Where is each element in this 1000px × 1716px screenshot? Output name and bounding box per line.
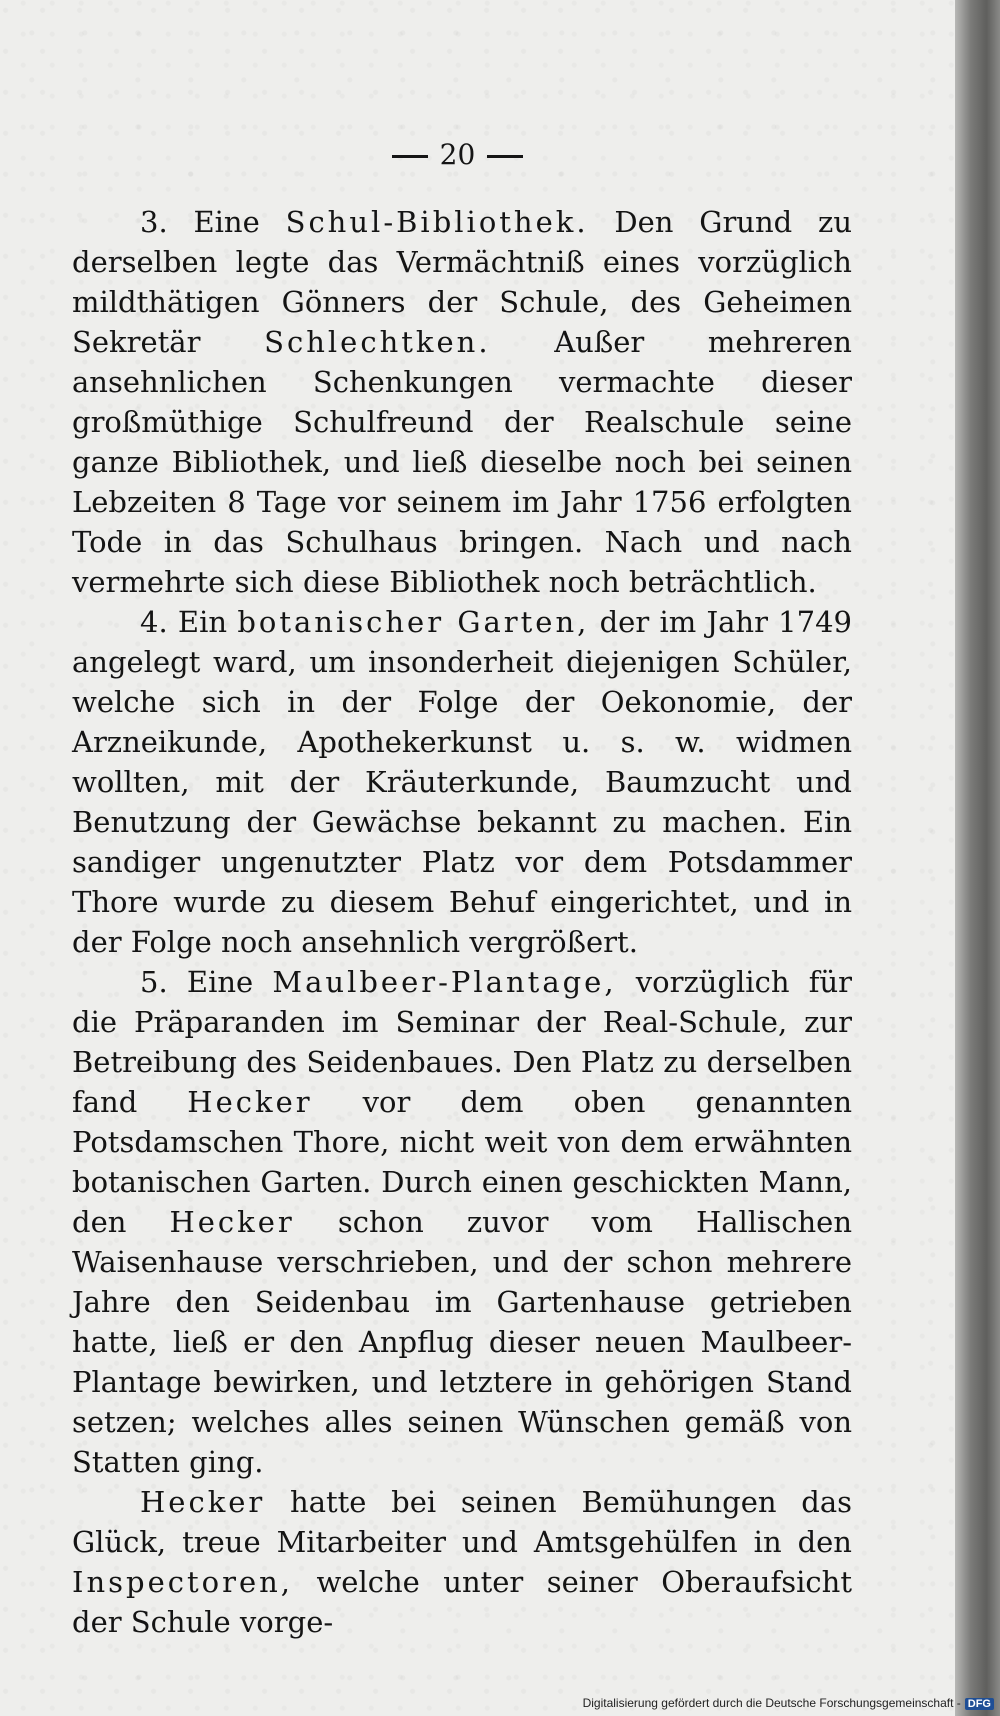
book-page-edge xyxy=(955,0,1000,1716)
page-number xyxy=(0,138,915,171)
paragraph-text: Den Grund zu derselben legte das Vermächtniß eines vorzüglich mildthätigen Gönners der Schule, des Geheimen Sekretär xyxy=(72,205,852,359)
paragraph xyxy=(72,202,852,602)
spaced-emphasis-text: botanischer Garten, xyxy=(237,605,590,639)
paragraph-text: schon zuvor vom Hallischen Waisenhause verschrieben, und der schon mehrere Jahre den Seidenbau im Gartenhause getrieben hatte, ließ er den Anpflug dieser neuen Maulbeer-Plantage bewirken, und letztere in gehörigen Stand setzen; welches alles seinen Wünschen gemäß von Statten ging. xyxy=(72,1205,852,1479)
page-number-dash-left xyxy=(392,155,428,158)
spaced-emphasis-text: Maulbeer-Plantage, xyxy=(272,965,617,999)
paragraph-text: vorzüglich für die Präparanden im Seminar der Real-Schule, zur Betreibung des Seidenbaues. Den Platz zu derselben fand xyxy=(72,965,852,1119)
paragraph-text: 4. Ein xyxy=(140,605,238,639)
spaced-emphasis-text: Schlechtken. xyxy=(264,325,491,359)
paragraph-text: vor dem oben genannten Potsdamschen Thore, nicht weit von dem erwähnten botanischen Garten. Durch einen geschickten Mann, den xyxy=(72,1085,853,1239)
paragraph xyxy=(72,602,852,962)
paragraph-text: 5. Eine xyxy=(140,965,273,999)
paragraph xyxy=(72,962,852,1482)
spaced-emphasis-text: Hecker xyxy=(169,1205,295,1239)
digitization-footer xyxy=(583,1696,994,1710)
paragraph-text: hatte bei seinen Bemühungen das Glück, treue Mitarbeiter und Amtsgehülfen in den xyxy=(72,1485,852,1559)
paragraph-text: welche unter seiner Oberaufsicht der Schule vorge- xyxy=(72,1565,852,1639)
dfg-logo: DFG xyxy=(965,1698,994,1710)
paragraph-text: Außer mehreren ansehnlichen Schenkungen vermachte dieser großmüthige Schulfreund der Realschule seine ganze Bibliothek, und ließ dieselbe noch bei seinen Lebzeiten 8 Tage vor seinem im Jahr 1756 erfolgten Tode in das Schulhaus bringen. Nach und nach vermehrte sich diese Bibliothek noch beträchtlich. xyxy=(72,325,852,599)
paragraph-text: 3. Eine xyxy=(140,205,286,239)
page-number-value: 20 xyxy=(439,138,476,171)
spaced-emphasis-text: Hecker xyxy=(140,1485,266,1519)
spaced-emphasis-text: Hecker xyxy=(187,1085,313,1119)
body-text xyxy=(72,202,852,1642)
spaced-emphasis-text: Inspectoren, xyxy=(72,1565,294,1599)
paragraph-text: der im Jahr 1749 angelegt ward, um insonderheit diejenigen Schüler, welche sich in der Folge der Oekonomie, der Arzneikunde, Apothekerkunst u. s. w. widmen wollten, mit der Kräuterkunde, Baumzucht und Benutzung der Gewächse bekannt zu machen. Ein sandiger ungenutzter Platz vor dem Potsdammer Thore wurde zu diesem Behuf eingerichtet, und in der Folge noch ansehnlich vergrößert. xyxy=(72,605,852,959)
paragraph xyxy=(72,1482,852,1642)
spaced-emphasis-text: Schul-Bibliothek. xyxy=(285,205,589,239)
footer-credit: Digitalisierung gefördert durch die Deutsche Forschungsgemeinschaft - xyxy=(582,1696,961,1710)
page-number-dash-right xyxy=(487,155,523,158)
